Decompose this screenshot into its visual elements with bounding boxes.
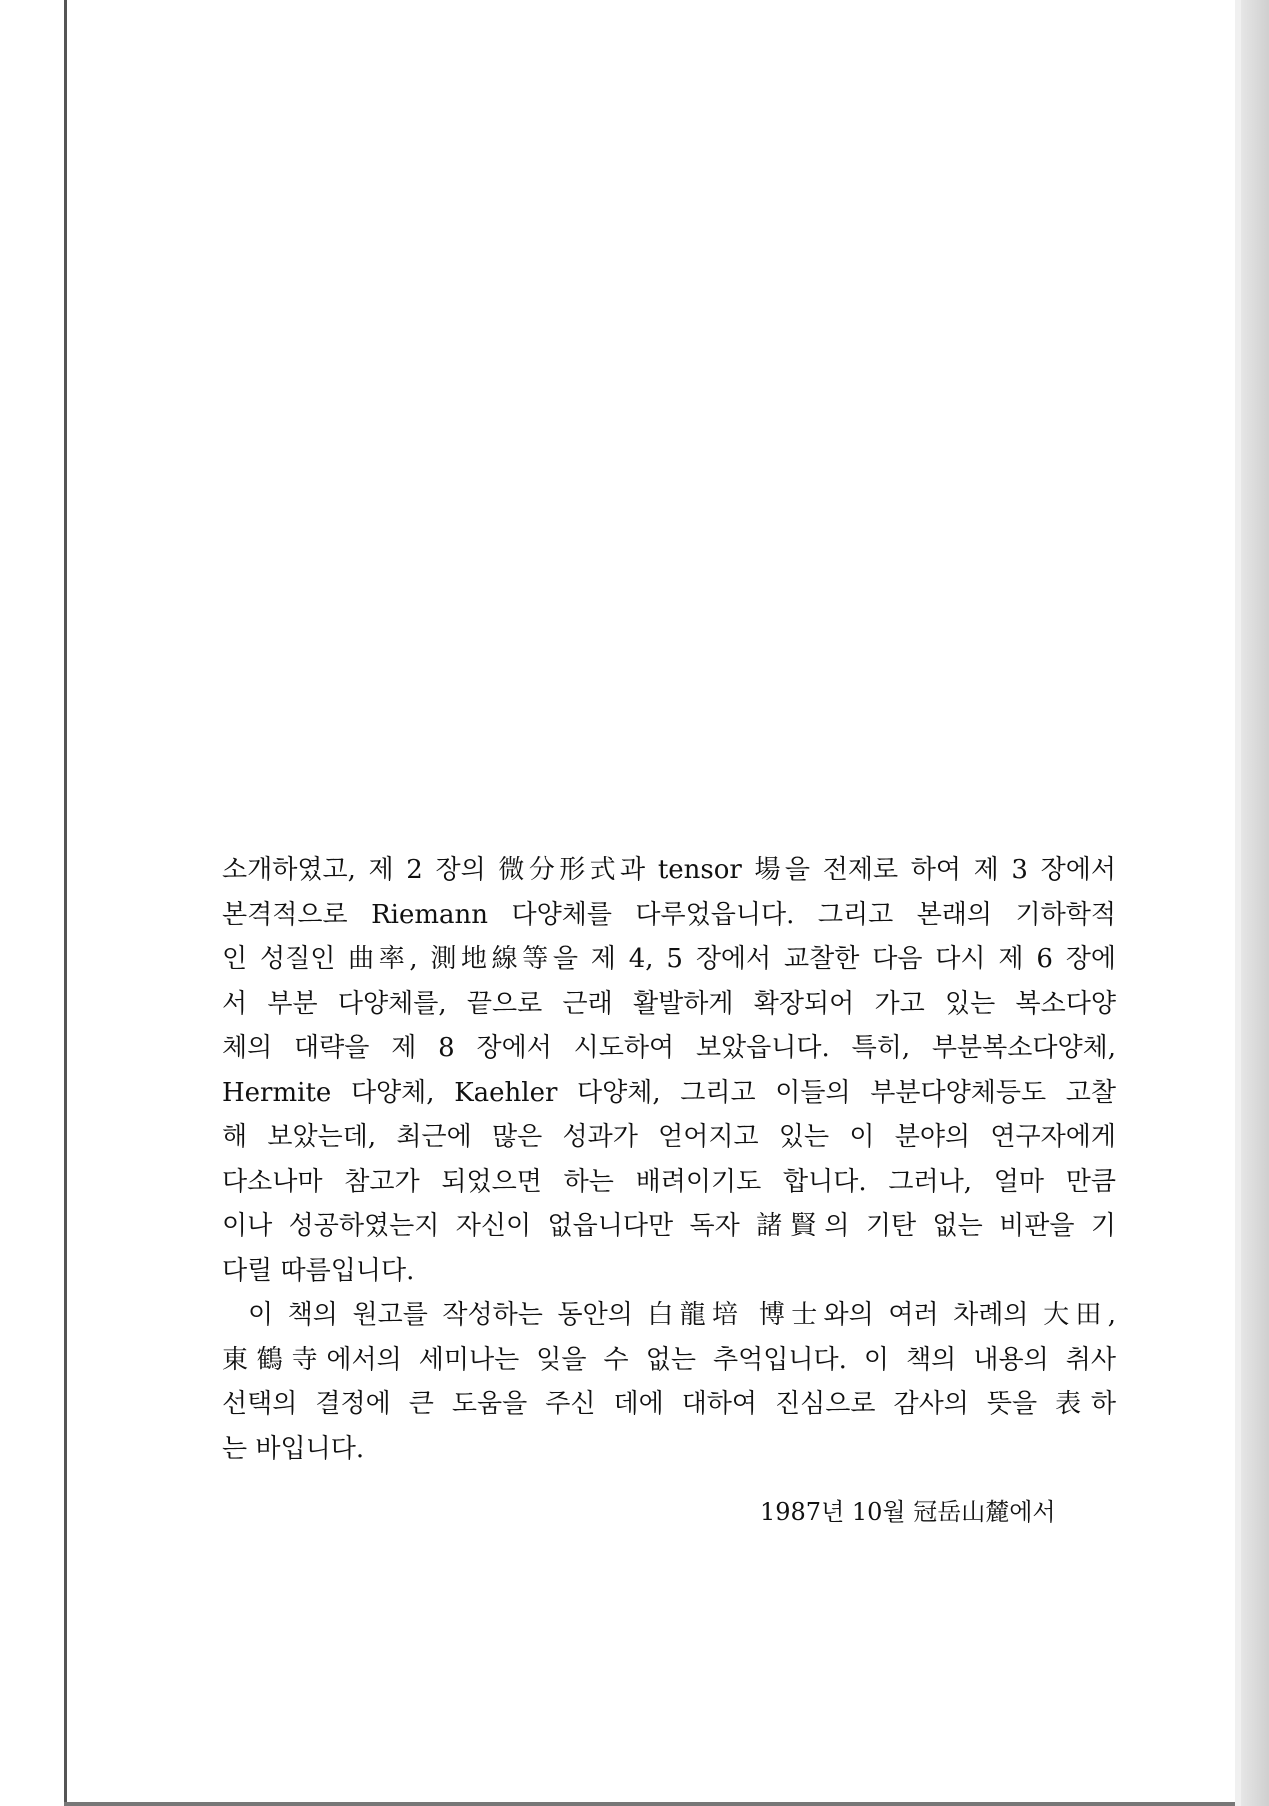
date-signature: 1987년 10월 冠岳山麓에서 [760,1498,1056,1526]
text-line: 해 보았는데, 최근에 많은 성과가 얻어지고 있는 이 분야의 연구자에게 [222,1122,1116,1152]
page-right-shadow [1241,0,1269,1806]
page-bottom-edge [64,1802,1244,1806]
text-line: 인 성질인 曲率, 測地線等을 제 4, 5 장에서 교찰한 다음 다시 제 6 장에 [222,944,1116,974]
preface-text [222,848,1116,1471]
text-line: 이나 성공하였는지 자신이 없읍니다만 독자 諸賢의 기탄 없는 비판을 기 [222,1211,1116,1241]
text-line: 체의 대략을 제 8 장에서 시도하여 보았읍니다. 특히, 부분복소다양체, [222,1033,1116,1063]
text-line: 선택의 결정에 큰 도움을 주신 데에 대하여 진심으로 감사의 뜻을 表하 [222,1389,1116,1419]
text-line: 서 부분 다양체를, 끝으로 근래 활발하게 확장되어 가고 있는 복소다양 [222,988,1116,1019]
page-left-edge [64,0,67,1806]
text-line: 東鶴寺에서의 세미나는 잊을 수 없는 추억입니다. 이 책의 내용의 취사 [222,1344,1116,1375]
text-line: 다소나마 참고가 되었으면 하는 배려이기도 합니다. 그러나, 얼마 만큼 [222,1166,1116,1197]
text-line: 이 책의 원고를 작성하는 동안의 白龍培 博士와의 여러 차례의 大田, [248,1300,1116,1330]
text-line: Hermite 다양체, Kaehler 다양체, 그리고 이들의 부분다양체등도 고찰 [222,1077,1116,1108]
text-line: 소개하였고, 제 2 장의 微分形式과 tensor 場을 전제로 하여 제 3 장에서 [222,855,1116,885]
text-line: 는 바입니다. [222,1433,365,1464]
text-line: 본격적으로 Riemann 다양체를 다루었읍니다. 그리고 본래의 기하학적 [222,899,1116,930]
text-line: 다릴 따름입니다. [222,1255,415,1286]
